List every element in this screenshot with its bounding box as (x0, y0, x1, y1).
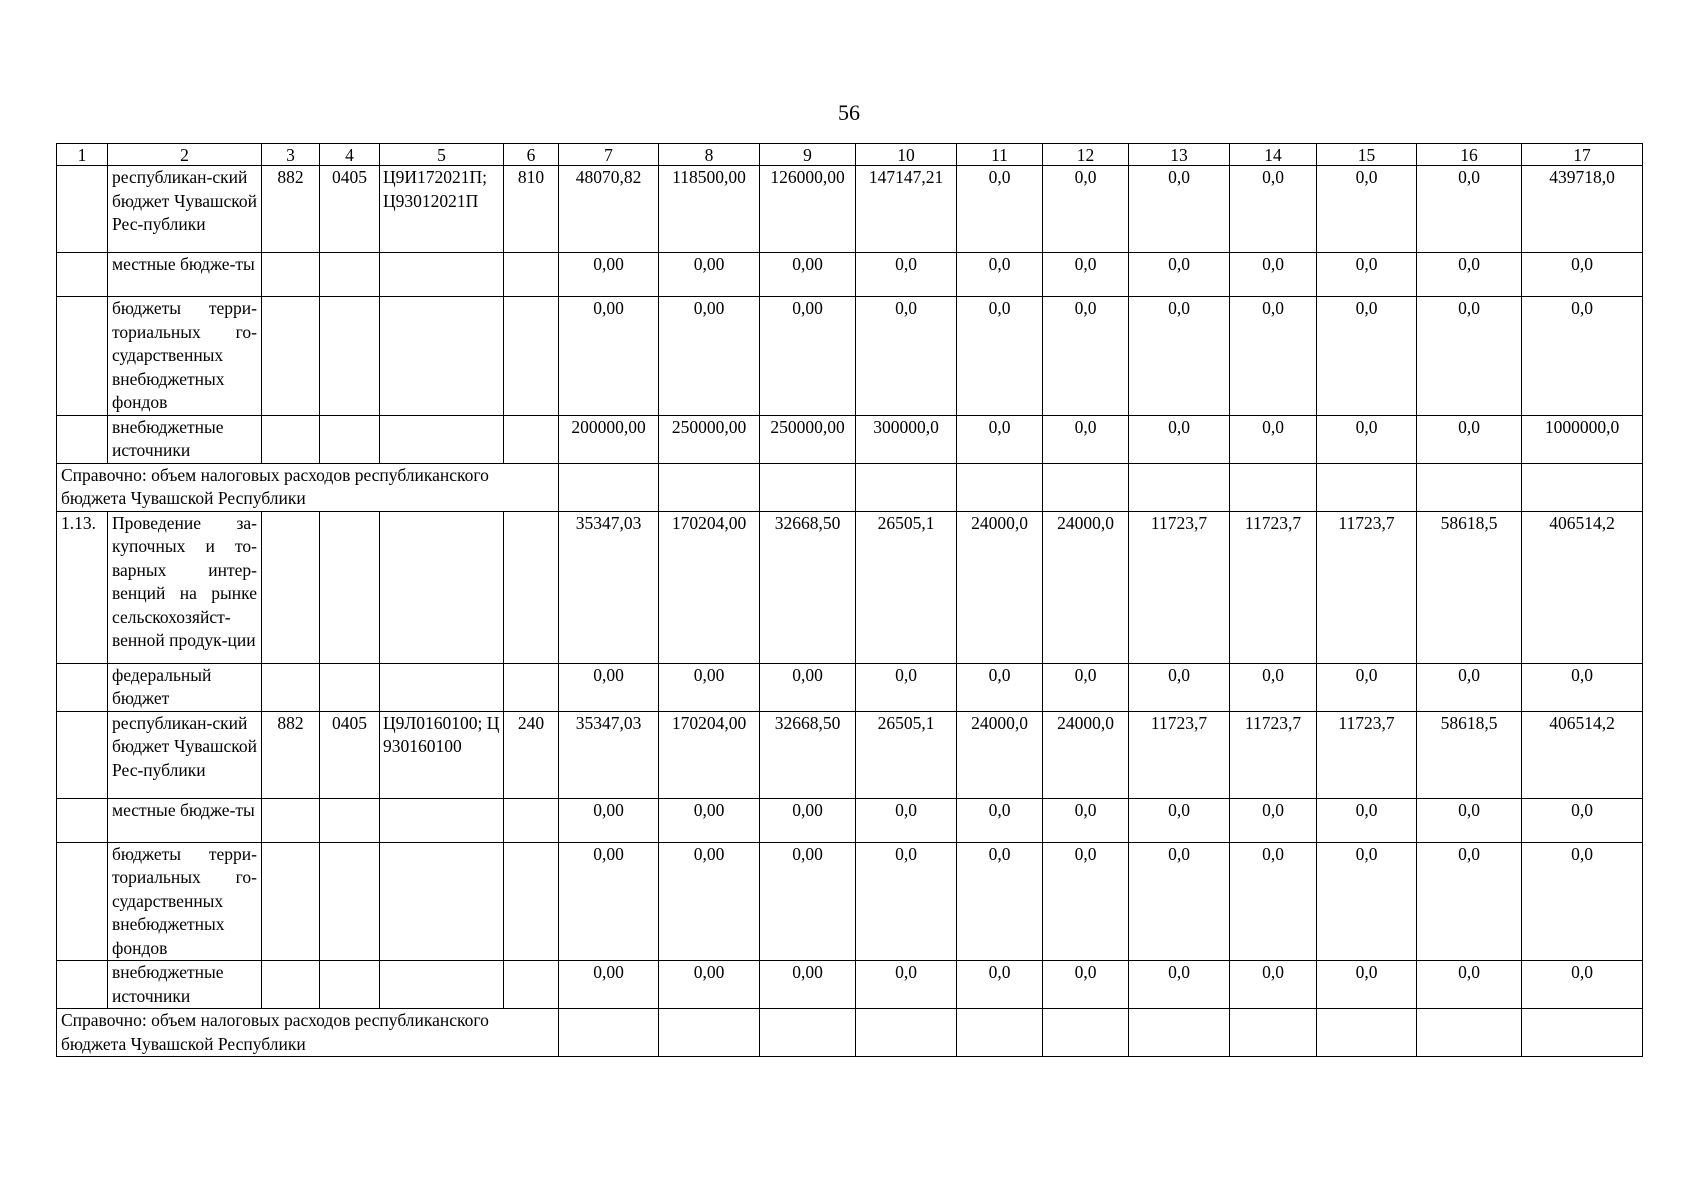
section-code-cell (320, 253, 380, 297)
row-index-cell (57, 166, 108, 253)
value-cell (1129, 463, 1230, 511)
funding-source-cell: республикан-ский бюджет Чувашской Рес-публики (108, 711, 262, 798)
value-cell: 0,0 (1129, 798, 1230, 842)
expense-type-cell (504, 415, 559, 463)
value-cell: 0,00 (659, 663, 760, 711)
code-cell (320, 511, 380, 663)
reference-note: Справочно: объем налоговых расходов республиканского бюджета Чувашской Республики (57, 463, 559, 511)
value-cell: 0,00 (659, 842, 760, 961)
value-cell: 11723,7 (1317, 511, 1417, 663)
value-cell: 0,0 (1129, 663, 1230, 711)
value-cell: 48070,82 (559, 166, 659, 253)
expense-type-cell: 810 (504, 166, 559, 253)
column-header: 4 (320, 144, 380, 166)
value-cell: 0,00 (559, 253, 659, 297)
funding-source-cell: внебюджетные источники (108, 961, 262, 1009)
value-cell: 0,0 (856, 253, 957, 297)
value-cell: 0,00 (760, 253, 856, 297)
row-index-cell (57, 711, 108, 798)
value-cell (1317, 1009, 1417, 1057)
value-cell: 24000,0 (957, 711, 1043, 798)
value-cell: 0,00 (760, 297, 856, 416)
target-article-cell (380, 798, 504, 842)
value-cell: 0,00 (559, 798, 659, 842)
value-cell (957, 463, 1043, 511)
value-cell: 0,00 (760, 842, 856, 961)
value-cell: 0,0 (1522, 961, 1643, 1009)
value-cell: 118500,00 (659, 166, 760, 253)
grbs-code-cell: 882 (262, 166, 320, 253)
value-cell: 406514,2 (1522, 511, 1643, 663)
value-cell: 0,0 (957, 253, 1043, 297)
grbs-code-cell (262, 663, 320, 711)
column-header: 16 (1417, 144, 1522, 166)
value-cell (1417, 463, 1522, 511)
value-cell: 0,0 (1230, 961, 1317, 1009)
grbs-code-cell (262, 961, 320, 1009)
code-cell (504, 511, 559, 663)
reference-note: Справочно: объем налоговых расходов республиканского бюджета Чувашской Республики (57, 1009, 559, 1057)
value-cell: 11723,7 (1230, 511, 1317, 663)
value-cell: 0,00 (760, 663, 856, 711)
value-cell: 170204,00 (659, 511, 760, 663)
value-cell: 0,0 (1522, 253, 1643, 297)
table-row (57, 166, 1643, 253)
value-cell (760, 463, 856, 511)
table-row (57, 711, 1643, 798)
column-header: 14 (1230, 144, 1317, 166)
value-cell: 0,0 (1522, 798, 1643, 842)
value-cell: 0,0 (1129, 297, 1230, 416)
value-cell: 0,0 (1043, 415, 1129, 463)
column-header: 6 (504, 144, 559, 166)
column-header: 5 (380, 144, 504, 166)
value-cell: 58618,5 (1417, 511, 1522, 663)
value-cell: 0,0 (1417, 842, 1522, 961)
target-article-cell: Ц9И172021П; Ц93012021П (380, 166, 504, 253)
value-cell (1230, 1009, 1317, 1057)
row-index-cell (57, 842, 108, 961)
value-cell (856, 463, 957, 511)
value-cell: 24000,0 (1043, 711, 1129, 798)
value-cell: 11723,7 (1129, 711, 1230, 798)
value-cell (856, 1009, 957, 1057)
expense-type-cell (504, 253, 559, 297)
value-cell: 11723,7 (1317, 711, 1417, 798)
value-cell: 126000,00 (760, 166, 856, 253)
value-cell: 0,0 (1043, 253, 1129, 297)
value-cell (1522, 1009, 1643, 1057)
value-cell: 0,0 (957, 798, 1043, 842)
column-header: 7 (559, 144, 659, 166)
column-header: 17 (1522, 144, 1643, 166)
value-cell (659, 463, 760, 511)
value-cell: 170204,00 (659, 711, 760, 798)
value-cell: 0,0 (1317, 798, 1417, 842)
value-cell (760, 1009, 856, 1057)
target-article-cell (380, 415, 504, 463)
row-index-cell (57, 663, 108, 711)
value-cell: 0,0 (1317, 166, 1417, 253)
grbs-code-cell (262, 798, 320, 842)
row-index-cell (57, 253, 108, 297)
value-cell: 0,0 (1230, 415, 1317, 463)
value-cell: 0,0 (1043, 798, 1129, 842)
target-article-cell (380, 663, 504, 711)
row-index-cell (57, 798, 108, 842)
target-article-cell: Ц9Л0160100; Ц930160100 (380, 711, 504, 798)
value-cell: 200000,00 (559, 415, 659, 463)
value-cell: 0,0 (1317, 297, 1417, 416)
value-cell: 0,0 (1129, 842, 1230, 961)
grbs-code-cell: 882 (262, 711, 320, 798)
value-cell: 406514,2 (1522, 711, 1643, 798)
value-cell: 0,0 (1317, 415, 1417, 463)
row-index-cell (57, 961, 108, 1009)
section-code-cell (320, 798, 380, 842)
value-cell: 0,0 (1417, 798, 1522, 842)
page-number: 56 (838, 100, 860, 125)
value-cell: 0,0 (1129, 253, 1230, 297)
value-cell: 0,0 (1043, 961, 1129, 1009)
value-cell: 0,0 (1230, 663, 1317, 711)
expense-type-cell (504, 961, 559, 1009)
value-cell (1129, 1009, 1230, 1057)
value-cell: 0,0 (1522, 663, 1643, 711)
table-row (57, 253, 1643, 297)
funding-source-cell: федеральный бюджет (108, 663, 262, 711)
value-cell: 0,0 (1230, 166, 1317, 253)
row-index-cell (57, 297, 108, 416)
value-cell: 0,0 (1129, 166, 1230, 253)
section-code-cell (320, 663, 380, 711)
value-cell: 0,0 (1230, 798, 1317, 842)
table-row (57, 663, 1643, 711)
measure-row (57, 511, 1643, 663)
table-row (57, 297, 1643, 416)
table-row (57, 415, 1643, 463)
grbs-code-cell (262, 415, 320, 463)
value-cell: 0,0 (957, 961, 1043, 1009)
expense-type-cell (504, 297, 559, 416)
value-cell: 0,00 (559, 297, 659, 416)
value-cell: 24000,0 (1043, 511, 1129, 663)
value-cell: 0,0 (1317, 253, 1417, 297)
value-cell: 0,0 (1417, 961, 1522, 1009)
value-cell (659, 1009, 760, 1057)
value-cell: 147147,21 (856, 166, 957, 253)
value-cell: 250000,00 (659, 415, 760, 463)
funding-source-cell: бюджеты терри-ториальных го-сударственных внебюджетных фондов (108, 297, 262, 416)
value-cell: 24000,0 (957, 511, 1043, 663)
target-article-cell (380, 297, 504, 416)
section-code-cell (320, 842, 380, 961)
budget-table (56, 143, 1643, 1057)
funding-source-cell: местные бюдже-ты (108, 798, 262, 842)
value-cell: 0,0 (1043, 663, 1129, 711)
value-cell: 0,0 (1230, 253, 1317, 297)
value-cell: 11723,7 (1230, 711, 1317, 798)
value-cell: 0,00 (559, 663, 659, 711)
value-cell (1417, 1009, 1522, 1057)
value-cell: 1000000,0 (1522, 415, 1643, 463)
funding-source-cell: местные бюдже-ты (108, 253, 262, 297)
value-cell: 0,0 (1522, 842, 1643, 961)
grbs-code-cell (262, 297, 320, 416)
measure-title: Проведение за-купочных и то-варных интер-венций на рынке сельскохозяйст-венной продук-ции (108, 511, 262, 663)
value-cell (1317, 463, 1417, 511)
value-cell: 0,00 (659, 798, 760, 842)
expense-type-cell (504, 842, 559, 961)
expense-type-cell: 240 (504, 711, 559, 798)
value-cell: 0,00 (760, 961, 856, 1009)
table-row (57, 961, 1643, 1009)
section-code-cell (320, 297, 380, 416)
expense-type-cell (504, 798, 559, 842)
value-cell: 0,0 (1043, 842, 1129, 961)
funding-source-cell: внебюджетные источники (108, 415, 262, 463)
value-cell: 0,0 (1129, 961, 1230, 1009)
value-cell: 0,0 (1230, 842, 1317, 961)
section-code-cell: 0405 (320, 711, 380, 798)
section-code-cell (320, 961, 380, 1009)
value-cell: 11723,7 (1129, 511, 1230, 663)
value-cell: 0,0 (856, 663, 957, 711)
value-cell: 0,0 (1317, 663, 1417, 711)
value-cell: 0,0 (1417, 166, 1522, 253)
value-cell (1043, 1009, 1129, 1057)
value-cell: 0,0 (1129, 415, 1230, 463)
value-cell: 0,0 (1043, 297, 1129, 416)
value-cell: 0,0 (1043, 166, 1129, 253)
value-cell: 58618,5 (1417, 711, 1522, 798)
section-code-cell: 0405 (320, 166, 380, 253)
value-cell: 0,0 (1417, 663, 1522, 711)
column-header: 8 (659, 144, 760, 166)
funding-source-cell: бюджеты терри-ториальных го-сударственных внебюджетных фондов (108, 842, 262, 961)
value-cell: 0,00 (659, 253, 760, 297)
value-cell (1043, 463, 1129, 511)
section-code-cell (320, 415, 380, 463)
value-cell: 35347,03 (559, 711, 659, 798)
target-article-cell (380, 253, 504, 297)
value-cell: 0,0 (957, 842, 1043, 961)
column-header: 9 (760, 144, 856, 166)
value-cell (1230, 463, 1317, 511)
value-cell: 250000,00 (760, 415, 856, 463)
value-cell: 0,0 (1417, 415, 1522, 463)
value-cell: 0,0 (1417, 297, 1522, 416)
value-cell: 0,00 (760, 798, 856, 842)
value-cell: 0,0 (1417, 253, 1522, 297)
value-cell: 0,0 (957, 297, 1043, 416)
value-cell: 0,0 (1522, 297, 1643, 416)
value-cell: 0,00 (659, 297, 760, 416)
value-cell (559, 1009, 659, 1057)
column-header: 15 (1317, 144, 1417, 166)
column-header: 2 (108, 144, 262, 166)
value-cell: 0,0 (856, 798, 957, 842)
value-cell: 0,0 (1230, 297, 1317, 416)
value-cell: 0,0 (957, 166, 1043, 253)
value-cell (559, 463, 659, 511)
value-cell: 32668,50 (760, 711, 856, 798)
value-cell: 300000,0 (856, 415, 957, 463)
funding-source-cell: республикан-ский бюджет Чувашской Рес-публики (108, 166, 262, 253)
value-cell: 0,0 (856, 842, 957, 961)
value-cell: 0,0 (957, 415, 1043, 463)
value-cell: 35347,03 (559, 511, 659, 663)
target-article-cell (380, 961, 504, 1009)
column-header: 11 (957, 144, 1043, 166)
value-cell: 0,0 (1317, 961, 1417, 1009)
value-cell: 0,0 (957, 663, 1043, 711)
target-article-cell (380, 842, 504, 961)
reference-note-row (57, 1009, 1643, 1057)
expense-type-cell (504, 663, 559, 711)
value-cell (1522, 463, 1643, 511)
value-cell: 0,0 (1317, 842, 1417, 961)
value-cell: 0,00 (659, 961, 760, 1009)
column-header: 3 (262, 144, 320, 166)
table-body (57, 144, 1643, 1057)
row-index-cell (57, 415, 108, 463)
measure-index: 1.13. (57, 511, 108, 663)
code-cell (380, 511, 504, 663)
table-row (57, 798, 1643, 842)
column-header-row (57, 144, 1643, 166)
table-row (57, 842, 1643, 961)
value-cell: 26505,1 (856, 711, 957, 798)
column-header: 10 (856, 144, 957, 166)
column-header: 12 (1043, 144, 1129, 166)
grbs-code-cell (262, 842, 320, 961)
value-cell: 0,00 (559, 842, 659, 961)
value-cell: 0,0 (856, 961, 957, 1009)
value-cell (957, 1009, 1043, 1057)
value-cell: 0,00 (559, 961, 659, 1009)
value-cell: 26505,1 (856, 511, 957, 663)
column-header: 13 (1129, 144, 1230, 166)
value-cell: 32668,50 (760, 511, 856, 663)
code-cell (262, 511, 320, 663)
grbs-code-cell (262, 253, 320, 297)
value-cell: 439718,0 (1522, 166, 1643, 253)
value-cell: 0,0 (856, 297, 957, 416)
reference-note-row (57, 463, 1643, 511)
column-header: 1 (57, 144, 108, 166)
